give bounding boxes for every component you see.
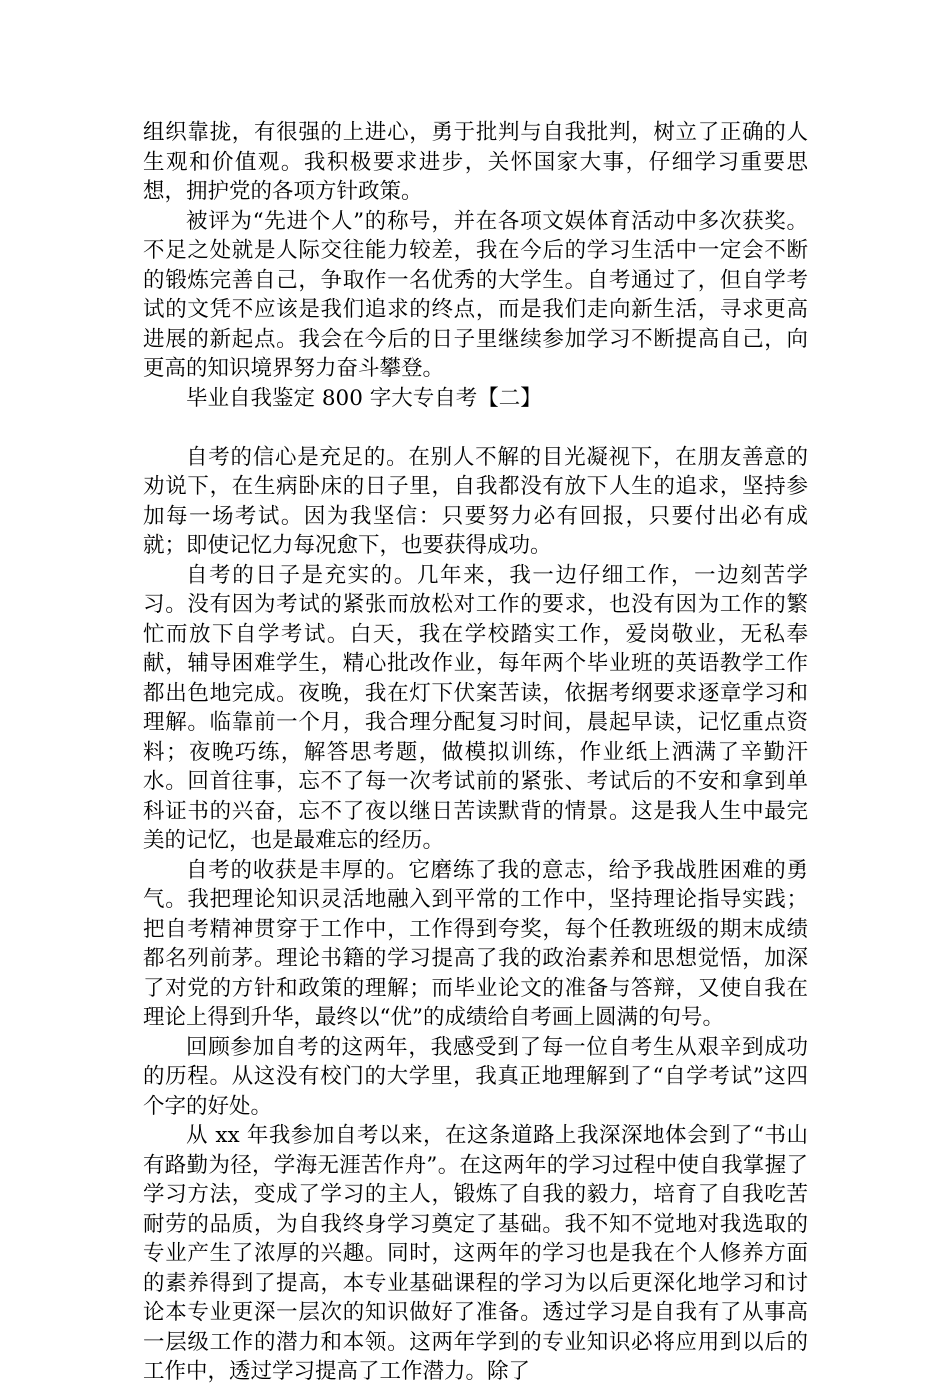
paragraph-harvest: 自考的收获是丰厚的。它磨练了我的意志，给予我战胜困难的勇气。我把理论知识灵活地融入到平常的工作中，坚持理论指导实践；把自考精神贯穿于工作中，工作得到夸奖，每个任教班级的期末成绩都名列前茅。理论书籍的学习提高了我的政治素养和思想觉悟，加深了对党的方针和政策的理解；而毕业论文的准备与答辩，又使自我在理论上得到升华，最终以“优”的成绩给自考画上圆满的句号。 xyxy=(143,857,808,1030)
paragraph-confidence: 自考的信心是充足的。在别人不解的目光凝视下，在朋友善意的劝说下，在生病卧床的日子里，自我都没有放下人生的追求，坚持参加每一场考试。因为我坚信：只要努力必有回报，只要付出必有成就；即使记忆力每况愈下，也要获得成功。 xyxy=(143,444,808,558)
paragraph-since: 从 xx 年我参加自考以来，在这条道路上我深深地体会到了“书山有路勤为径，学海无涯苦作舟”。在这两年的学习过程中使自我掌握了学习方法，变成了学习的主人，锻炼了自我的毅力，培育了自我吃苦耐劳的品质，为自我终身学习奠定了基础。我不知不觉地对我选取的专业产生了浓厚的兴趣。同时，这两年的学习也是我在个人修养方面的素养得到了提高，本专业基础课程的学习为以后更深化地学习和讨论本专业更深一层次的知识做好了准备。透过学习是自我有了从事高一层级工作的潜力和本领。这两年学到的专业知识必将应用到以后的工作中，透过学习提高了工作潜力。除了 xyxy=(143,1123,808,1384)
section-heading: 毕业自我鉴定 800 字大专自考【二】 xyxy=(186,385,542,411)
paragraph-review: 回顾参加自考的这两年，我感受到了每一位自考生从艰辛到成功的历程。从这没有校门的大学里，我真正地理解到了“自学考试”这四个字的好处。 xyxy=(143,1034,808,1119)
paragraph-continued: 组织靠拢，有很强的上进心，勇于批判与自我批判，树立了正确的人生观和价值观。我积极要求进步，关怀国家大事，仔细学习重要思想，拥护党的各项方针政策。 xyxy=(143,120,808,204)
paragraph-days: 自考的日子是充实的。几年来，我一边仔细工作，一边刻苦学习。没有因为考试的紧张而放松对工作的要求，也没有因为工作的繁忙而放下自学考试。白天，我在学校踏实工作，爱岗敬业，无私奉献，辅导困难学生，精心批改作业，每年两个毕业班的英语教学工作都出色地完成。夜晚，我在灯下伏案苦读，依据考纲要求逐章学习和理解。临靠前一个月，我合理分配复习时间，晨起早读，记忆重点资料；夜晚巧练，解答思考题，做模拟训练，作业纸上洒满了辛勤汗水。回首往事，忘不了每一次考试前的紧张、考试后的不安和拿到单科证书的兴奋，忘不了夜以继日苦读默背的情景。这是我人生中最完美的记忆，也是最难忘的经历。 xyxy=(143,562,808,853)
document-page xyxy=(143,118,808,1387)
paragraph-award: 被评为“先进个人”的称号，并在各项文娱体育活动中多次获奖。不足之处就是人际交往能力较差，我在今后的学习生活中一定会不断的锻炼完善自己，争取作一名优秀的大学生。自考通过了，但自学考试的文凭不应该是我们追求的终点，而是我们走向新生活，寻求更高进展的新起点。我会在今后的日子里继续参加学习不断提高自己，向更高的知识境界努力奋斗攀登。 xyxy=(143,208,808,381)
blank-line xyxy=(143,413,808,443)
